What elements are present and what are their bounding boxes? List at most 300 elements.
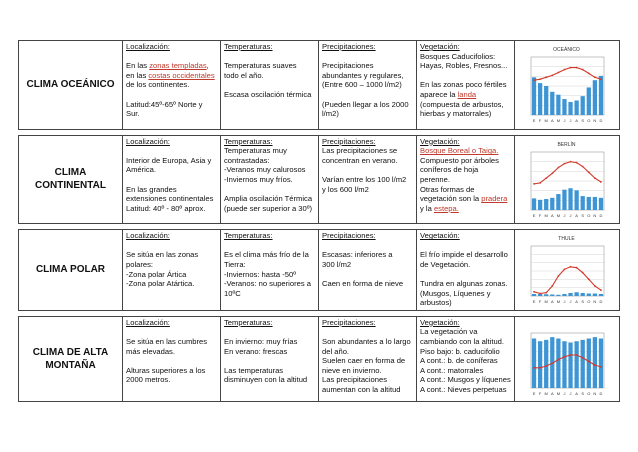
cell-line: Compuesto por árboles (420, 155, 499, 165)
cell-line: de los continentes. (126, 80, 190, 90)
temperaturas-cell (221, 41, 319, 130)
chart-title: OCEÁNICO (553, 47, 580, 53)
cell-line: A cont.: matorrales (420, 365, 484, 375)
cell-heading: Precipitaciones: (322, 231, 376, 241)
cell-line: La vegetación va (420, 327, 478, 337)
cell-line (224, 80, 315, 90)
cell-line: -Inviernos: hasta -50º (224, 269, 296, 279)
cell-line: Se sitúa en las zonas (126, 250, 199, 260)
temperature-point (594, 285, 596, 287)
cell-line: vegetación son la pradera (420, 194, 508, 204)
cell-line: Escasa oscilación térmica (224, 89, 312, 99)
cell-line: A cont.: b. de coníferas (420, 356, 498, 366)
vegetacion-cell (417, 135, 515, 224)
precip-bar (544, 340, 548, 388)
temperature-point (564, 269, 566, 271)
cell-heading: Precipitaciones: (322, 317, 376, 327)
precip-bar (599, 197, 603, 209)
temperature-point (533, 79, 535, 81)
temperature-point (557, 166, 559, 168)
cell-heading: Temperaturas: (224, 136, 273, 146)
precip-bar (532, 294, 536, 296)
cell-line (224, 241, 315, 251)
cell-line (224, 356, 315, 366)
month-tick-label: A (575, 118, 578, 123)
climate-chart-cell (515, 135, 620, 224)
precipitaciones-cell (319, 230, 417, 311)
precip-bar (581, 293, 585, 296)
temperature-point (582, 272, 584, 274)
cell-line: Tundra en algunas zonas. (420, 279, 508, 289)
cell-line: América. (126, 165, 156, 175)
precip-bar (593, 80, 597, 115)
precip-bar (562, 341, 566, 388)
month-tick-label: J (563, 390, 566, 396)
cell-line: más elevadas. (126, 346, 175, 356)
temperature-point (551, 285, 553, 287)
underlined-term: Bosque Boreal o Taiga. (420, 146, 499, 156)
cell-line (126, 146, 217, 156)
climate-row (19, 316, 620, 402)
chart-title: THULE (558, 236, 575, 243)
vegetacion-cell (417, 316, 515, 402)
precip-bar (538, 83, 542, 115)
temperature-point (588, 360, 590, 362)
cell-line: Caen en forma de nieve (322, 279, 404, 289)
temperature-point (582, 165, 584, 167)
cell-line (224, 185, 315, 195)
temperature-point (588, 279, 590, 281)
cell-heading: Precipitaciones: (322, 136, 376, 146)
month-tick-label: J (563, 118, 566, 123)
cell-line: 300 l/m2 (322, 259, 352, 269)
cell-line: El frío impide el desarrollo (420, 250, 508, 260)
temperature-point (594, 76, 596, 78)
month-tick-label: N (593, 390, 597, 396)
cell-line (126, 175, 217, 185)
cell-line: En las zonas poco fértiles (420, 80, 507, 90)
month-tick-label: S (581, 118, 585, 123)
cell-line: -Veranos muy calurosos (224, 165, 306, 175)
cell-line: abundantes y regulares, (322, 70, 404, 80)
month-tick-label: M (556, 390, 561, 396)
precipitaciones-cell (319, 41, 417, 130)
precip-bar (574, 101, 578, 116)
cell-line: Latitud:45º-65º Norte y (126, 99, 203, 109)
cell-line (420, 71, 511, 81)
cell-heading: Temperaturas: (224, 42, 273, 51)
month-tick-label: M (556, 118, 561, 123)
temperature-point (545, 76, 547, 78)
cell-line: Otras formas de (420, 184, 475, 194)
temperature-point (600, 181, 602, 183)
month-tick-label: O (587, 118, 591, 123)
cell-line: 10ºC (224, 288, 241, 298)
temperature-point (576, 267, 578, 269)
precip-bar (574, 190, 578, 210)
cell-heading: Temperaturas: (224, 231, 273, 241)
month-tick-label: N (593, 118, 597, 123)
cell-line: (Entre 600 – 1000 l/m2) (322, 80, 402, 90)
cell-line: polares: (126, 259, 154, 269)
temperature-point (570, 266, 572, 268)
cell-line: En verano: frescas (224, 346, 288, 356)
temperature-point (539, 367, 541, 369)
month-tick-label: J (569, 118, 572, 123)
temperature-point (557, 358, 559, 360)
temperature-point (588, 171, 590, 173)
cell-line (126, 90, 217, 100)
climate-name: CLIMA DE ALTA MONTAÑA (19, 316, 123, 402)
cell-line: todo el año. (224, 70, 264, 80)
temperaturas-cell (221, 230, 319, 311)
climate-table-sheet (18, 40, 619, 402)
cell-line: Temperaturas muy (224, 146, 287, 156)
cell-line: Interior de Europa, Asia y (126, 155, 212, 165)
climate-name: CLIMA OCEÁNICO (19, 41, 123, 130)
precip-bar (568, 293, 572, 296)
cell-line: aumentan con la altitud (322, 384, 401, 394)
temperature-point (582, 69, 584, 71)
month-tick-label: M (556, 299, 561, 305)
temperaturas-cell (221, 135, 319, 224)
temperature-point (594, 177, 596, 179)
temperature-point (533, 183, 535, 185)
climate-table (18, 40, 620, 402)
cell-line: -Zona polar Ártica (126, 269, 187, 279)
cell-line (322, 165, 413, 175)
temperature-point (557, 275, 559, 277)
cell-line: Las precipitaciones (322, 375, 388, 385)
month-tick-label: F (538, 118, 542, 123)
localizacion-cell (123, 135, 221, 224)
temperature-point (557, 72, 559, 74)
temperature-point (551, 172, 553, 174)
cell-line: Alturas superiores a los (126, 365, 206, 375)
cell-line (322, 270, 413, 280)
precip-bar (550, 92, 554, 115)
temperature-point (551, 74, 553, 76)
precip-bar (593, 197, 597, 210)
climate-name: CLIMA POLAR (19, 230, 123, 311)
cell-line: del año. (322, 346, 350, 356)
month-tick-label: A (575, 299, 578, 305)
month-tick-label: D (599, 212, 603, 218)
precipitaciones-cell (319, 135, 417, 224)
cell-line: disminuyen con la altitud (224, 375, 308, 385)
precip-bar (599, 294, 603, 296)
cell-heading: Localización: (126, 231, 170, 241)
month-tick-label: J (569, 390, 572, 396)
month-tick-label: N (593, 299, 597, 305)
cell-line: Son abundantes a lo largo (322, 336, 411, 346)
climograph (519, 43, 614, 124)
precip-bar (556, 194, 560, 210)
precip-bar (593, 337, 597, 388)
cell-line: Bosques Caducifolios: (420, 51, 496, 61)
month-tick-label: A (550, 212, 554, 218)
temperature-point (600, 78, 602, 80)
cell-heading: Localización: (126, 42, 170, 51)
climate-name: CLIMA CONTINENTAL (19, 135, 123, 224)
month-tick-label: M (544, 212, 548, 218)
cell-line: Temperaturas suaves (224, 61, 297, 71)
cell-heading: Localización: (126, 136, 170, 146)
precip-bar (556, 338, 560, 388)
precip-bar (568, 342, 572, 387)
temperature-point (539, 78, 541, 80)
underlined-term: estepa. (433, 203, 459, 213)
precip-bar (544, 86, 548, 115)
temperature-point (594, 364, 596, 366)
climate-row (19, 135, 620, 224)
precip-bar (568, 102, 572, 115)
cell-line: cambiando con la altitud. (420, 336, 505, 346)
month-tick-label: A (550, 390, 554, 396)
cell-line (224, 52, 315, 62)
temperature-point (564, 69, 566, 71)
month-tick-label: F (538, 212, 542, 218)
month-tick-label: F (538, 390, 542, 396)
precip-bar (599, 76, 603, 115)
precip-bar (599, 338, 603, 388)
cell-line: Las temperaturas (224, 365, 284, 375)
temperature-point (570, 354, 572, 356)
cell-line: en las costas occidentales (126, 70, 215, 80)
cell-line: (puede ser superior a 30º) (224, 203, 313, 213)
precip-bar (556, 95, 560, 115)
cell-line (420, 241, 511, 251)
cell-line (126, 52, 217, 62)
temperature-point (564, 162, 566, 164)
temperature-point (570, 160, 572, 162)
cell-line: Latitud: 40º - 80º aprox. (126, 203, 206, 213)
cell-line: de Vegetación. (420, 259, 471, 269)
cell-line: 2000 metros. (126, 375, 171, 385)
precip-bar (562, 294, 566, 296)
cell-line (322, 90, 413, 100)
cell-line: Amplia oscilación Térmica (224, 194, 313, 204)
precip-bar (538, 341, 542, 388)
climograph (519, 138, 614, 219)
cell-line: y la estepa. (420, 203, 459, 213)
cell-heading: Precipitaciones: (322, 42, 376, 51)
vegetacion-cell (417, 230, 515, 311)
cell-line: Tierra: (224, 259, 246, 269)
cell-heading: Temperaturas: (224, 317, 273, 327)
temperature-point (545, 292, 547, 294)
cell-heading: Vegetación: (420, 42, 460, 51)
cell-line: Suelen caer en forma de (322, 356, 406, 366)
temperature-point (545, 365, 547, 367)
month-tick-label: M (544, 299, 548, 305)
precip-bar (532, 198, 536, 210)
cell-line (224, 327, 315, 337)
cell-line: Precipitaciones (322, 61, 374, 71)
precip-bar (581, 196, 585, 210)
month-tick-label: M (544, 118, 548, 123)
precip-bar (532, 77, 536, 115)
cell-line: (compuesta de arbustos, (420, 99, 504, 109)
localizacion-cell (123, 41, 221, 130)
cell-line (420, 270, 511, 280)
precipitaciones-cell (319, 316, 417, 402)
precip-bar (581, 340, 585, 388)
month-tick-label: A (550, 118, 554, 123)
precip-bar (544, 199, 548, 210)
precip-bar (574, 341, 578, 388)
cell-heading: Localización: (126, 317, 170, 327)
cell-line: (Pueden llegar a los 2000 (322, 99, 409, 109)
month-tick-label: D (599, 390, 603, 396)
climate-row (19, 41, 620, 130)
localizacion-cell (123, 230, 221, 311)
climate-chart-cell (515, 230, 620, 311)
temperature-point (539, 293, 541, 295)
localizacion-cell (123, 316, 221, 402)
month-tick-label: N (593, 212, 597, 218)
temperaturas-cell (221, 316, 319, 402)
cell-line: Escasas: inferiores a (322, 250, 393, 260)
precip-bar (562, 189, 566, 209)
temperature-point (551, 362, 553, 364)
cell-line: En invierno: muy frías (224, 336, 298, 346)
cell-line: coníferos de hoja (420, 165, 479, 175)
month-tick-label: E (532, 299, 536, 305)
cell-line: arbustos) (420, 298, 452, 308)
precip-bar (574, 292, 578, 296)
underlined-term: landa (457, 89, 477, 99)
precip-bar (550, 197, 554, 209)
temperature-point (576, 354, 578, 356)
cell-heading: Vegetación: (420, 231, 460, 241)
cell-line: (Musgos, Líquenes y (420, 288, 491, 298)
cell-line (126, 356, 217, 366)
cell-line (322, 52, 413, 62)
cell-line: A cont.: Musgos y líquenes (420, 375, 511, 385)
month-tick-label: D (599, 299, 603, 305)
cell-line (420, 146, 511, 156)
cell-line: nieve en invierno. (322, 365, 382, 375)
cell-line: En las grandes (126, 184, 177, 194)
month-tick-label: M (556, 212, 561, 218)
cell-line: concentran en verano. (322, 155, 398, 165)
month-tick-label: S (581, 212, 585, 218)
temperature-point (539, 182, 541, 184)
precip-bar (532, 338, 536, 388)
month-tick-label: M (544, 390, 548, 396)
cell-line: contrastadas: (224, 155, 270, 165)
temperature-point (600, 366, 602, 368)
month-tick-label: J (563, 212, 566, 218)
cell-line: Piso bajo: b. caducifolio (420, 346, 500, 356)
climograph (519, 232, 614, 305)
temperature-point (588, 73, 590, 75)
month-tick-label: O (587, 299, 591, 305)
cell-line: En las zonas templadas, (126, 61, 209, 71)
month-tick-label: E (532, 390, 536, 396)
cell-line: l/m2) (322, 109, 339, 119)
month-tick-label: O (587, 212, 591, 218)
month-tick-label: A (550, 299, 554, 305)
temperature-point (600, 289, 602, 291)
month-tick-label: E (532, 118, 536, 123)
underlined-term: costas occidentales (148, 70, 215, 80)
climograph (519, 319, 614, 397)
cell-line: Las precipitaciones se (322, 146, 398, 156)
month-tick-label: S (581, 299, 585, 305)
cell-line: hierbas y matorrales) (420, 109, 492, 119)
climate-chart-cell (515, 316, 620, 402)
temperature-point (570, 67, 572, 69)
month-tick-label: E (532, 212, 536, 218)
month-tick-label: D (599, 118, 603, 123)
month-tick-label: A (575, 212, 578, 218)
cell-line: Se sitúa en las cumbres (126, 336, 208, 346)
precip-bar (587, 87, 591, 115)
underlined-term: zonas templadas (149, 61, 207, 71)
temperature-point (582, 357, 584, 359)
month-tick-label: O (587, 390, 591, 396)
cell-line: -Inviernos muy fríos. (224, 174, 293, 184)
cell-line (126, 241, 217, 251)
precip-bar (568, 188, 572, 210)
temperature-point (533, 367, 535, 369)
cell-line: Es el clima más frío de la (224, 250, 309, 260)
temperature-point (576, 161, 578, 163)
vegetacion-cell (417, 41, 515, 130)
cell-heading: Vegetación: (420, 317, 460, 327)
precip-bar (581, 96, 585, 115)
month-tick-label: F (538, 299, 542, 305)
cell-line: y los 600 l/m2 (322, 184, 369, 194)
temperature-point (533, 291, 535, 293)
climate-row (19, 230, 620, 311)
cell-line (322, 241, 413, 251)
month-tick-label: J (569, 212, 572, 218)
cell-line: Sur. (126, 109, 140, 119)
temperature-point (576, 67, 578, 69)
cell-heading: Vegetación: (420, 136, 460, 146)
precip-bar (556, 295, 560, 296)
month-tick-label: J (569, 299, 572, 305)
precip-bar (550, 295, 554, 297)
precip-bar (587, 338, 591, 388)
precip-bar (562, 99, 566, 115)
precip-bar (587, 197, 591, 210)
precip-bar (538, 199, 542, 209)
cell-line: aparece la landa (420, 89, 477, 99)
cell-line: Varían entre los 100 l/m2 (322, 174, 407, 184)
chart-title: BERLÍN (557, 141, 576, 148)
cell-line: A cont.: Nieves perpetuas (420, 384, 507, 394)
cell-line (126, 327, 217, 337)
temperature-point (564, 356, 566, 358)
precip-bar (593, 294, 597, 297)
underlined-term: pradera (481, 194, 508, 204)
month-tick-label: S (581, 390, 585, 396)
temperature-point (545, 177, 547, 179)
precip-bar (544, 294, 548, 296)
precip-bar (587, 294, 591, 297)
cell-line: extensiones continentales (126, 194, 214, 204)
cell-line: -Zona polar Atártica. (126, 279, 195, 289)
cell-line: perenne. (420, 174, 450, 184)
cell-line: Hayas, Robles, Fresnos... (420, 61, 508, 71)
month-tick-label: J (563, 299, 566, 305)
climate-chart-cell (515, 41, 620, 130)
month-tick-label: A (575, 390, 578, 396)
